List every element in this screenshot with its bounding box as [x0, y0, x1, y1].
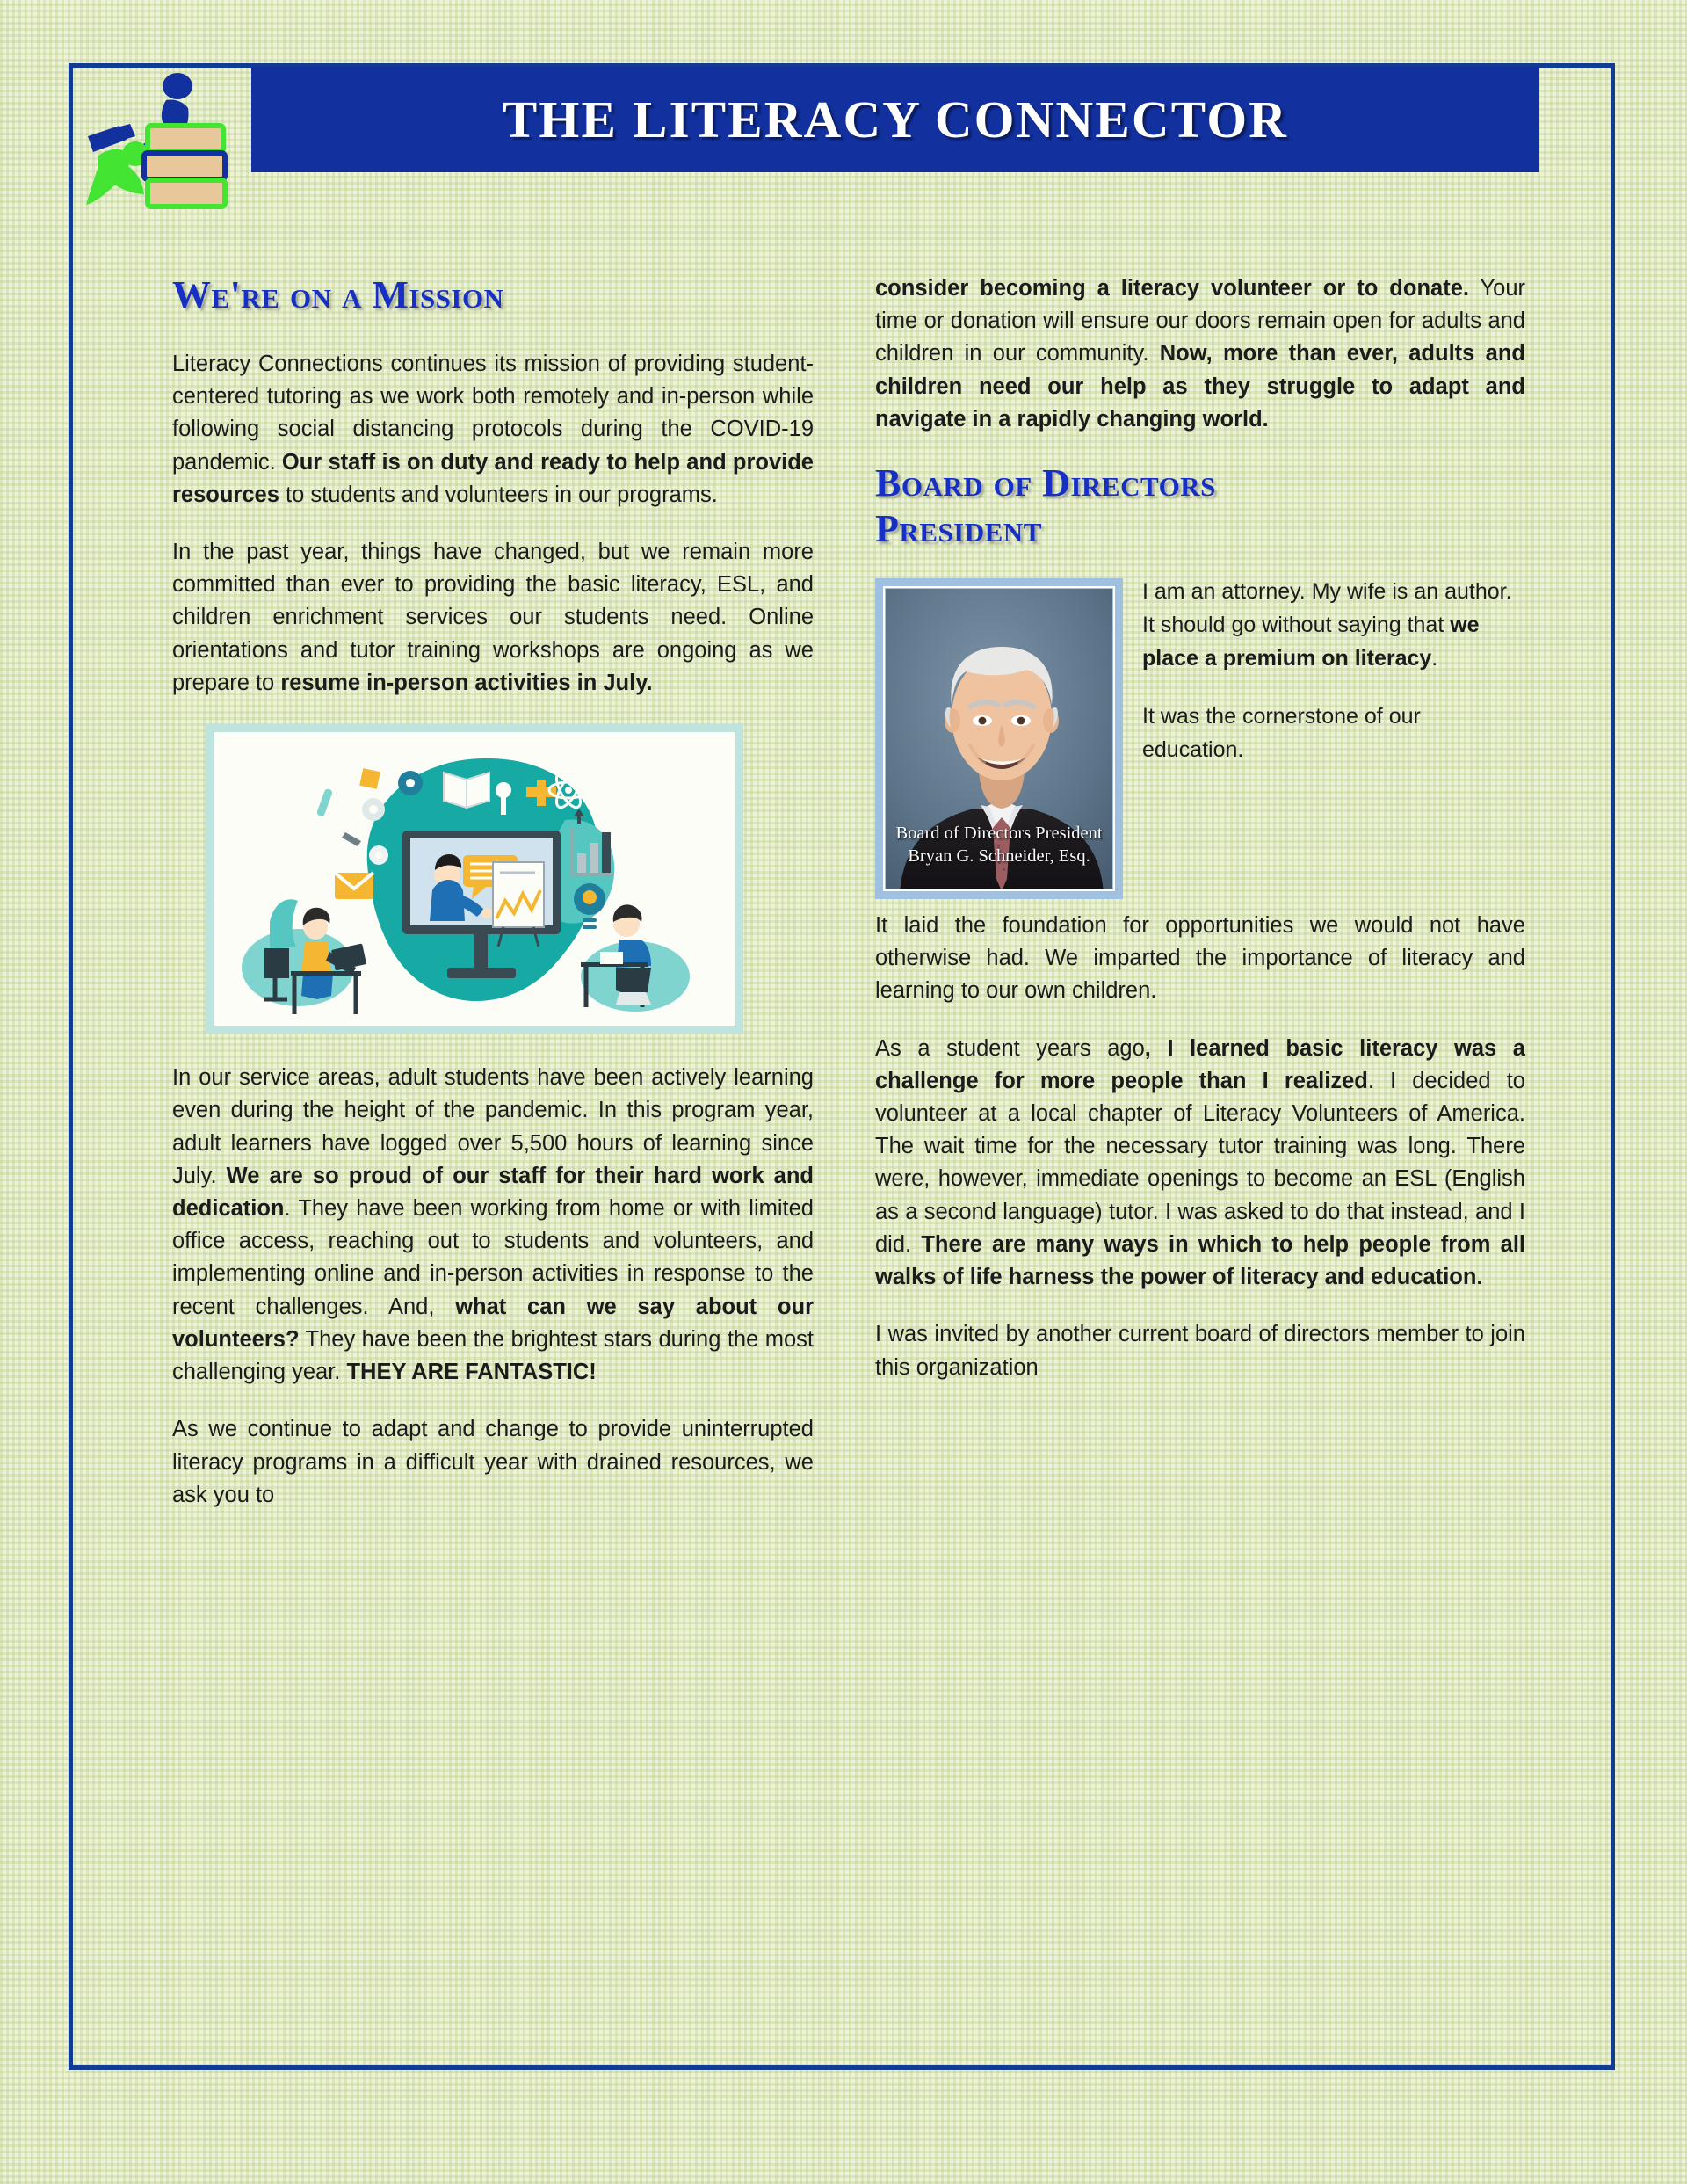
body-text: As a student years ago — [875, 1035, 1145, 1061]
body-text: . — [1431, 645, 1438, 671]
body-text: Your time or donation will ensure our doors remain open for adults and children in our community. — [875, 276, 1525, 366]
emphasis-text: THEY ARE FANTASTIC! — [346, 1360, 597, 1385]
photo-caption-line1: Board of Directors President — [895, 824, 1103, 844]
emphasis-text: Our staff is on duty and ready to help and provide resources — [172, 449, 814, 507]
newsletter-title: THE LITERACY CONNECTOR — [502, 90, 1289, 149]
body-text: . They have been working from home or with limited office access, reaching out to students and volunteers, and implementing online and in-person activities in response to the recent challenges. And, — [172, 1195, 814, 1319]
emphasis-text: resume in-person activities in July. — [280, 670, 653, 695]
body-text: Literacy Connections continues its mission of providing student-centered tutoring as we work both remotely and in-person while following social distancing protocols during the COVID-19 pandemic. — [172, 351, 814, 475]
left-column — [172, 272, 814, 1536]
section-heading-mission: We're on a Mission — [172, 273, 504, 316]
paragraph — [875, 272, 1525, 436]
paragraph — [172, 536, 814, 700]
online-learning-illustration — [206, 724, 743, 1034]
body-text: to students and volunteers in our programs. — [279, 482, 718, 507]
right-column — [875, 272, 1525, 1409]
body-text: They have been the brightest stars during the most challenging year. — [172, 1326, 814, 1385]
paragraph — [875, 910, 1525, 1008]
board-heading-line1: Board of Directors — [875, 461, 1216, 505]
newsletter-title-bar — [251, 67, 1539, 172]
body-text: It was the cornerstone of our education. — [1142, 703, 1421, 762]
paragraph — [172, 1413, 814, 1512]
donation-intro-paragraph — [875, 272, 1525, 436]
body-text: I am an attorney. My wife is an author. It should go without saying that — [1142, 578, 1512, 637]
body-text: It laid the foundation for opportunities we would not have otherwise had. We imparted the importance of literacy and learning to our own children. — [875, 912, 1525, 1004]
photo-frame-inner — [886, 589, 1112, 889]
paragraph — [875, 1033, 1525, 1295]
paragraph — [172, 1062, 814, 1389]
paragraph — [875, 1318, 1525, 1383]
board-heading-line2: President — [875, 507, 1042, 550]
paragraph — [172, 348, 814, 512]
body-text: In our service areas, adult students have been actively learning even during the height of the pandemic. In this program year, adult learners have logged over 5,500 hours of learning since July. — [172, 1065, 814, 1188]
section-heading-board-of-directors — [875, 461, 1525, 552]
emphasis-text: consider becoming a literacy volunteer or to donate. — [875, 276, 1469, 301]
emphasis-text: There are many ways in which to help people from all walks of life harness the power of literacy and education. — [875, 1231, 1526, 1290]
emphasis-text: we place a premium on literacy — [1142, 612, 1480, 671]
body-text: . I decided to volunteer at a local chapter of Literacy Volunteers of America. The wait time for the necessary tutor training was long. There were, however, immediate openings to become an ESL (English as a second language) tutor. I was asked to do that instead, and I did. — [875, 1068, 1525, 1257]
masthead — [72, 67, 1539, 172]
photo-caption-line2: Bryan G. Schneider, Esq. — [908, 846, 1090, 867]
portrait-photo — [886, 589, 1112, 889]
board-president-photo — [875, 578, 1123, 899]
mission-body-top — [172, 348, 814, 700]
emphasis-text: , I learned basic literacy was a challenge for more people than I realized — [875, 1035, 1525, 1093]
organization-logo — [72, 66, 250, 240]
emphasis-text: We are so proud of our staff for their hard work and dedication — [172, 1163, 815, 1221]
body-text: As we continue to adapt and change to provide uninterrupted literacy programs in a difficult year with drained resources, we ask you to — [172, 1417, 814, 1507]
mission-body-bottom — [172, 1062, 814, 1512]
books-and-readers-icon — [81, 71, 239, 225]
e-learning-graphic — [214, 732, 735, 1026]
body-text: I was invited by another current board of directors member to join this organization — [875, 1322, 1525, 1380]
emphasis-text: what can we say about our volunteers? — [172, 1294, 814, 1352]
president-body-text — [875, 910, 1525, 1384]
emphasis-text: Now, more than ever, adults and children need our help as they struggle to adapt and navigate in a rapidly changing world. — [875, 341, 1525, 432]
body-text: In the past year, things have changed, but we remain more committed than ever to providing the basic literacy, ESL, and children enrichment services our students need. Online orientations and tutor training workshops are ongoing as we prepare to — [172, 540, 814, 695]
